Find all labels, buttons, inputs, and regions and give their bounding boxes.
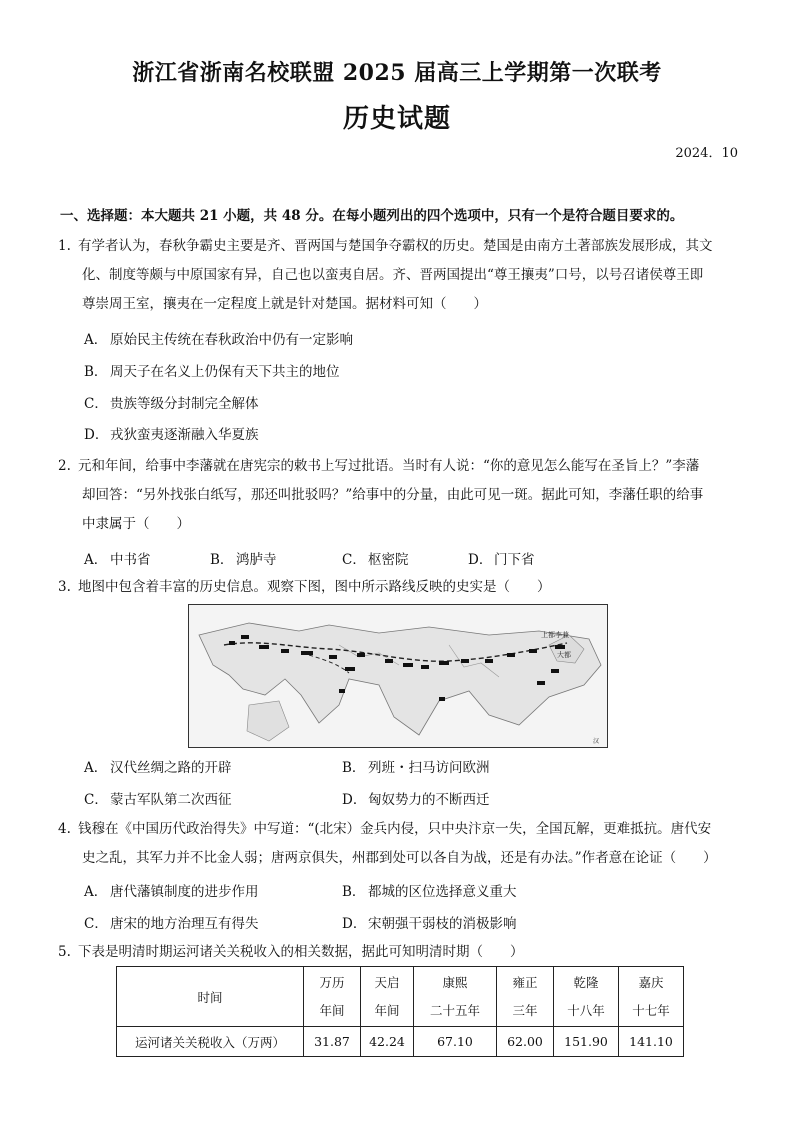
question-text-line: 下表是明清时期运河诸关关税收入的相关数据，据此可知明清时期（ ） <box>78 944 524 960</box>
question-text-line: 却回答：“另外找张白纸写，那还叫批驳吗？”给事中的分量，由此可见一斑。据此可知，李藩任职的给事 <box>82 487 704 503</box>
table-row-label: 运河诸关关税收入（万两） <box>117 1027 304 1057</box>
table-cell: 67.10 <box>414 1027 497 1057</box>
question-text-line: 化、制度等颇与中原国家有异，自己也以蛮夷自居。齐、晋两国提出“尊王攘夷”口号，以号召诸侯尊王即 <box>82 267 704 283</box>
question-text-line: 有学者认为，春秋争霸史主要是齐、晋两国与楚国争夺霸权的历史。楚国是由南方土著部族发展形成，其文 <box>78 238 713 254</box>
option-d[interactable]: D． 门下省 <box>468 552 535 568</box>
option-b[interactable]: B． 周天子在名义上仍保有天下共主的地位 <box>84 364 340 380</box>
option-d[interactable]: D． 戎狄蛮夷逐渐融入华夏族 <box>84 427 259 443</box>
table-column-header: 万历 年间 <box>304 967 361 1027</box>
exam-subtitle: 历史试题 <box>342 104 451 134</box>
question-5 <box>58 938 748 967</box>
option-c[interactable]: C． 贵族等级分封制完全解体 <box>84 396 259 412</box>
option-c[interactable]: C． 枢密院 <box>342 552 409 568</box>
table-column-header: 康熙 二十五年 <box>414 967 497 1027</box>
section-heading: 一、选择题：本大题共 21 小题，共 48 分。在每小题列出的四个选项中，只有一个是符合题目要求的。 <box>60 208 684 224</box>
table-column-header: 乾隆 十八年 <box>554 967 619 1027</box>
question-text-line: 史之乱，其军力并不比金人弱；唐两京俱失，州郡到处可以各自为战，还是有办法。”作者意在论证（ ） <box>82 850 717 866</box>
table-cell: 141.10 <box>619 1027 684 1057</box>
question-4 <box>58 815 748 873</box>
question-text-line: 元和年间，给事中李藩就在唐宪宗的敕书上写过批语。当时有人说：“你的意见怎么能写在圣旨上？”李藩 <box>78 458 700 474</box>
route-map <box>188 604 608 748</box>
question-text-line: 钱穆在《中国历代政治得失》中写道：“(北宋）金兵内侵，只中央汴京一失，全国瓦解，更难抵抗。唐代安 <box>78 821 712 837</box>
table-row <box>117 1027 684 1057</box>
table-cell: 151.90 <box>554 1027 619 1057</box>
question-1 <box>58 232 748 319</box>
table-cell: 62.00 <box>497 1027 554 1057</box>
map-label: 大都 <box>557 651 571 659</box>
question-text-line: 尊崇周王室，攘夷在一定程度上就是针对楚国。据材料可知（ ） <box>82 296 487 312</box>
table-header-label: 时间 <box>117 967 304 1027</box>
option-b[interactable]: B． 列班・扫马访问欧洲 <box>342 760 490 776</box>
option-a[interactable]: A． 原始民主传统在春秋政治中仍有一定影响 <box>84 332 353 348</box>
option-c[interactable]: C． 蒙古军队第二次西征 <box>84 792 232 808</box>
option-a[interactable]: A． 中书省 <box>84 552 151 568</box>
question-number: 2. <box>58 458 71 474</box>
table-cell: 31.87 <box>304 1027 361 1057</box>
map-label: 上都李兼 <box>541 631 569 639</box>
question-text-line: 地图中包含着丰富的历史信息。观察下图，图中所示路线反映的史实是（ ） <box>78 579 551 595</box>
option-d[interactable]: D． 匈奴势力的不断西迁 <box>342 792 490 808</box>
option-b[interactable]: B． 鸿胪寺 <box>210 552 277 568</box>
table-column-header: 嘉庆 十七年 <box>619 967 684 1027</box>
route-map-drawing <box>189 605 607 747</box>
table-header-row <box>117 967 684 1027</box>
question-3 <box>58 573 748 602</box>
question-number: 5. <box>58 944 71 960</box>
question-number: 3. <box>58 579 71 595</box>
table-column-header: 雍正 三年 <box>497 967 554 1027</box>
option-a[interactable]: A． 唐代藩镇制度的进步作用 <box>84 884 259 900</box>
table-cell: 42.24 <box>361 1027 414 1057</box>
option-a[interactable]: A． 汉代丝绸之路的开辟 <box>84 760 232 776</box>
option-b[interactable]: B． 都城的区位选择意义重大 <box>342 884 517 900</box>
question-number: 1. <box>58 238 71 254</box>
option-c[interactable]: C． 唐宋的地方治理互有得失 <box>84 916 259 932</box>
question-text-line: 中隶属于（ ） <box>82 516 190 532</box>
map-label: 汉 <box>593 738 600 745</box>
tax-table <box>116 966 684 1057</box>
question-2 <box>58 452 748 539</box>
table-column-header: 天启 年间 <box>361 967 414 1027</box>
option-d[interactable]: D． 宋朝强干弱枝的消极影响 <box>342 916 517 932</box>
exam-date: 2024．10 <box>675 146 738 161</box>
question-number: 4. <box>58 821 71 837</box>
exam-title: 浙江省浙南名校联盟 2025 届高三上学期第一次联考 <box>132 60 662 86</box>
